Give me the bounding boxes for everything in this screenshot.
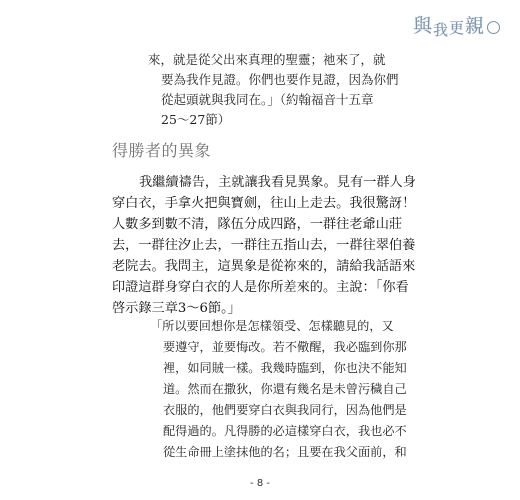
quote-line: 從起頭就與我同在。」（約翰福音十五章 <box>161 92 374 107</box>
quote-line: 25～27節） <box>161 112 231 127</box>
scripture-quote-john <box>148 50 428 130</box>
logo-char-3: 更 <box>448 19 464 37</box>
page-number: - 8 - <box>250 478 270 489</box>
quote-line: 要遵守，並要悔改。若不儆醒，我必臨到你那 <box>163 340 407 354</box>
book-title-logo <box>412 8 500 39</box>
paragraph-line: 我繼續禱告，主就讓我看見異象。見有一群人身 <box>139 175 416 190</box>
quote-line: 要為我作見證。你們也要作見證，因為你們 <box>161 72 399 87</box>
logo-char-4: 親 <box>464 15 484 37</box>
logo-char-2: 我 <box>432 21 448 39</box>
paragraph-line: 老院去。我問主，這異象是從祢來的，請給我話語來 <box>112 259 416 274</box>
quote-line: 從生命冊上塗抹他的名；且要在我父面前，和 <box>163 445 407 459</box>
paragraph-line: 穿白衣，手拿火把與寶劍，往山上走去。我很驚訝！ <box>112 196 416 211</box>
logo-badge-icon <box>487 21 500 34</box>
quote-line: 裡，如同賊一樣。我幾時臨到，你也決不能知 <box>163 361 407 375</box>
section-heading: 得勝者的異象 <box>112 141 212 160</box>
paragraph-line: 去，一群往汐止去，一群往五指山去，一群往翠伯養 <box>112 238 416 253</box>
quote-line: 配得過的。凡得勝的必這樣穿白衣，我也必不 <box>163 424 407 438</box>
scripture-quote-revelation <box>150 316 435 463</box>
paragraph-line: 人數多到數不清，隊伍分成四路，一群往老爺山莊 <box>112 217 403 232</box>
quote-line: 道。然而在撒狄，你還有幾名是未曾污穢自己 <box>163 382 407 396</box>
paragraph-line: 啓示錄三章3～6節。」 <box>112 301 241 316</box>
quote-line: 「所以要回想你是怎樣領受、怎樣聽見的，又 <box>150 319 394 333</box>
quote-line: 衣服的，他們要穿白衣與我同行，因為他們是 <box>163 403 407 417</box>
body-paragraph <box>112 172 416 319</box>
logo-char-1: 與 <box>412 15 432 37</box>
quote-line: 來，就是從父出來真理的聖靈；祂來了，就 <box>148 52 386 67</box>
paragraph-line: 印證這群身穿白衣的人是你所差來的。主說：「你看 <box>112 280 409 295</box>
